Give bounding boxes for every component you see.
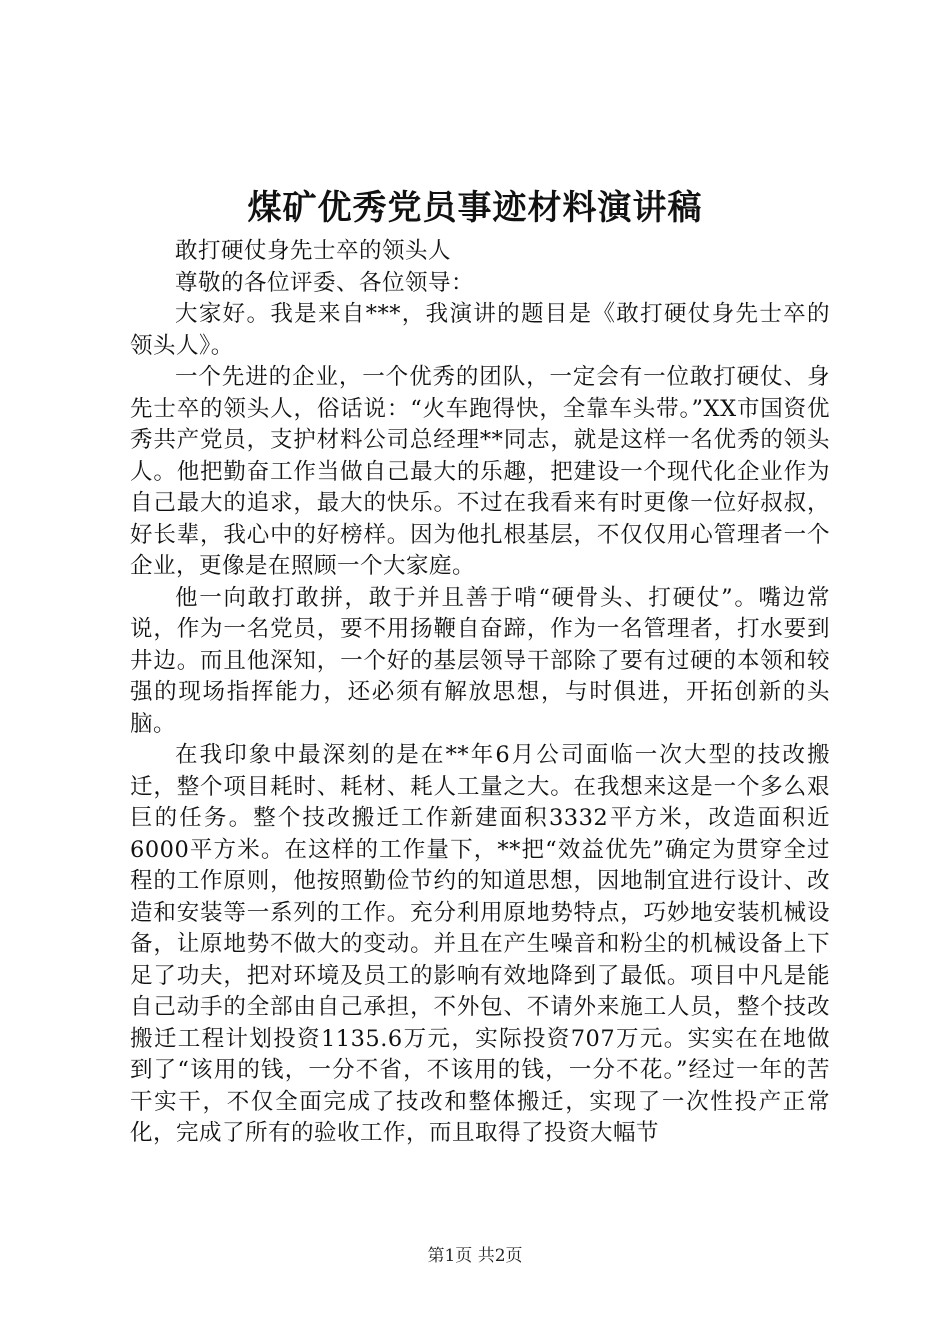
paragraph-introduction: 一个先进的企业，一个优秀的团队，一定会有一位敢打硬仗、身先士卒的领头人，俗话说：“火车跑得快，全靠车头带。”XX市国资优秀共产党员，支护材料公司总经理**同志，就是这样一名优秀的领头人。他把勤奋工作当做自己最大的乐趣，把建设一个现代化企业作为自己最大的追求，最大的快乐。不过在我看来有时更像一位好叔叔，好长辈，我心中的好榜样。因为他扎根基层，不仅仅用心管理者一个企业，更像是在照顾一个大家庭。 (130, 364, 830, 579)
paragraph-subtitle: 敢打硬仗身先士卒的领头人 (175, 238, 452, 264)
document-body (130, 236, 830, 1150)
paragraph-relocation-project: 在我印象中最深刻的是在**年6月公司面临一次大型的技改搬迁，整个项目耗时、耗材、耗人工量之大。在我想来这是一个多么艰巨的任务。整个技改搬迁工作新建面积3332平方米，改造面积近6000平方米。在这样的工作量下，**把“效益优先”确定为贯穿全过程的工作原则，他按照勤俭节约的知道思想，因地制宜进行设计、改造和安装等一系列的工作。充分利用原地势特点，巧妙地安装机械设备，让原地势不做大的变动。并且在产生噪音和粉尘的机械设备上下足了功夫，把对环境及员工的影响有效地降到了最低。项目中凡是能自己动手的全部由自己承担，不外包、不请外来施工人员，整个技改搬迁工程计划投资1135.6万元，实际投资707万元。实实在在地做到了“该用的钱，一分不省，不该用的钱，一分不花。”经过一年的苦干实干，不仅全面完成了技改和整体搬迁，实现了一次性投产正常化，完成了所有的验收工作，而且取得了投资大幅节 (130, 742, 830, 1146)
paragraph-greeting: 大家好。我是来自***，我演讲的题目是《敢打硬仗身先士卒的领头人》。 (130, 301, 830, 359)
document-title: 煤矿优秀党员事迹材料演讲稿 (247, 188, 703, 228)
page-number-footer: 第1页 共2页 (427, 1246, 523, 1266)
paragraph-character: 他一向敢打敢拼，敢于并且善于啃“硬骨头、打硬仗”。嘴边常说，作为一名党员，要不用扬鞭自奋蹄，作为一名管理者，打水要到井边。而且他深知，一个好的基层领导干部除了要有过硬的本领和较强的现场指挥能力，还必须有解放思想，与时俱进，开拓创新的头脑。 (130, 584, 830, 737)
paragraph-salutation: 尊敬的各位评委、各位领导： (175, 269, 475, 296)
